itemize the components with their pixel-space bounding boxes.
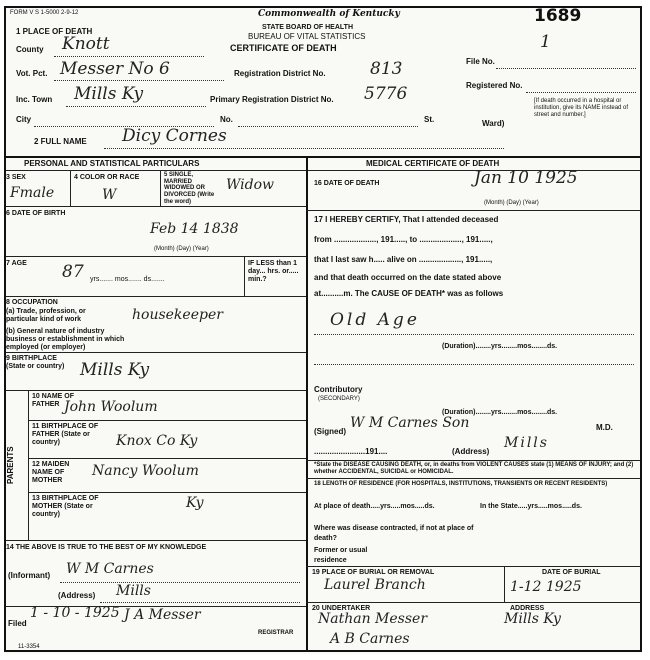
registered-no-label: Registered No. bbox=[466, 81, 523, 90]
burial-value: Laurel Branch bbox=[324, 577, 426, 593]
signed-date: .......................191.... bbox=[314, 447, 388, 456]
father-name-value: John Woolum bbox=[64, 399, 158, 415]
registrar-label: REGISTRAR bbox=[258, 630, 294, 636]
informant-address-label: (Address) bbox=[58, 591, 96, 600]
duration-2: (Duration)........yrs........mos........ds. bbox=[442, 409, 558, 416]
file-no-value: 1 bbox=[540, 32, 551, 52]
occupation-label: 8 OCCUPATION bbox=[6, 299, 58, 306]
informant-address-value: Mills bbox=[116, 583, 151, 599]
vot-pct-label: Vot. Pct. bbox=[16, 69, 48, 78]
county-label: County bbox=[16, 45, 44, 54]
alive-line: that I last saw h..... alive on ..................., 191....., bbox=[314, 255, 493, 264]
registration-district-label: Registration District No. bbox=[234, 69, 326, 78]
dob-label: 6 DATE OF BIRTH bbox=[6, 210, 66, 217]
burial-label: 19 PLACE OF BURIAL OR REMOVAL bbox=[312, 569, 435, 576]
full-name-value: Dicy Cornes bbox=[122, 126, 227, 146]
dod-label: 16 DATE OF DEATH bbox=[314, 180, 380, 187]
if-less-label: IF LESS than 1 day... hrs. or..... min.? bbox=[248, 260, 299, 284]
sex-label: 3 SEX bbox=[6, 174, 26, 181]
cause-value: Old Age bbox=[330, 310, 420, 330]
age-value: 87 bbox=[62, 262, 84, 282]
birthplace-label: 9 BIRTHPLACE (State or country) bbox=[6, 355, 65, 371]
county-value: Knott bbox=[62, 34, 110, 54]
ward-label: Ward) bbox=[482, 119, 505, 128]
filed-label: Filed bbox=[8, 619, 27, 628]
color-value: W bbox=[102, 187, 117, 203]
at-place: At place of death.....yrs.....mos.....ds. bbox=[314, 503, 435, 510]
dob-sub: (Month) (Day) (Year) bbox=[154, 246, 209, 252]
contributory-label: Contributory bbox=[314, 385, 363, 394]
board: STATE BOARD OF HEALTH bbox=[262, 24, 353, 31]
no-label: No. bbox=[220, 115, 233, 124]
occurred-line: and that death occurred on the date stated above bbox=[314, 273, 502, 282]
marital-value: Widow bbox=[226, 177, 274, 193]
full-name-label: 2 FULL NAME bbox=[34, 137, 87, 146]
mother-birthplace-value: Ky bbox=[186, 495, 204, 511]
father-birthplace-label: 11 BIRTHPLACE OF FATHER (State or country) bbox=[32, 423, 99, 447]
from-line: from ..................., 191....., to ..................., 191....., bbox=[314, 235, 493, 244]
registrar-name: J A Messer bbox=[124, 607, 201, 623]
personal-heading: PERSONAL AND STATISTICAL PARTICULARS bbox=[24, 159, 200, 168]
file-stamp: 1689 bbox=[534, 6, 582, 26]
commonwealth: Commonwealth of Kentucky bbox=[258, 9, 400, 19]
primary-district-value: 5776 bbox=[364, 84, 408, 104]
cause-line: at..........m. The CAUSE OF DEATH* was as follows bbox=[314, 289, 504, 298]
medical-heading: MEDICAL CERTIFICATE OF DEATH bbox=[366, 159, 500, 168]
city-label: City bbox=[16, 115, 32, 124]
date-burial-label: DATE OF BURIAL bbox=[542, 569, 601, 576]
informant-label: (Informant) bbox=[8, 571, 51, 580]
mother-name-label: 12 MAIDEN NAME OF MOTHER bbox=[32, 461, 70, 485]
hospital-note: [If death occurred in a hospital or institution, give its NAME instead of street and number.] bbox=[534, 98, 629, 118]
document-title: CERTIFICATE OF DEATH bbox=[230, 43, 337, 53]
death-certificate bbox=[4, 6, 642, 654]
residence-label: 18 LENGTH OF RESIDENCE (FOR HOSPITALS, INSTITUTIONS, TRANSIENTS OR RECENT RESIDENTS) bbox=[314, 481, 608, 487]
dod-value: Jan 10 1925 bbox=[474, 168, 578, 188]
date-burial-value: 1-12 1925 bbox=[510, 579, 582, 595]
parents-label: PARENTS bbox=[6, 446, 15, 484]
color-label: 4 COLOR OR RACE bbox=[74, 174, 140, 181]
vot-pct-value: Messer No 6 bbox=[60, 59, 170, 79]
filed-value: 1 - 10 - 1925 bbox=[30, 605, 120, 621]
signed-label: (Signed) bbox=[314, 427, 346, 436]
inc-town-value: Mills Ky bbox=[74, 84, 144, 104]
mother-name-value: Nancy Woolum bbox=[92, 463, 199, 479]
in-state: In the State.....yrs.....mos.....ds. bbox=[480, 503, 582, 510]
birthplace-value: Mills Ky bbox=[80, 360, 150, 380]
undertaker-value: Nathan Messer bbox=[318, 611, 428, 627]
dod-sub: (Month) (Day) (Year) bbox=[484, 200, 539, 206]
signed-value: W M Carnes Son bbox=[350, 415, 470, 431]
bureau: BUREAU OF VITAL STATISTICS bbox=[248, 32, 366, 41]
undertaker-label: 20 UNDERTAKER bbox=[312, 605, 371, 612]
father-birthplace-value: Knox Co Ky bbox=[116, 433, 198, 449]
inc-town-label: Inc. Town bbox=[16, 95, 53, 104]
true-statement: 14 THE ABOVE IS TRUE TO THE BEST OF MY KNOWLEDGE bbox=[6, 544, 207, 551]
medical-address-label: (Address) bbox=[452, 447, 490, 456]
medical-address-value: Mills bbox=[504, 435, 549, 451]
age-units: yrs....... mos....... ds....... bbox=[90, 276, 165, 283]
marital-label: 5 SINGLE, MARRIED WIDOWED OR DIVORCED (Write the word) bbox=[164, 172, 215, 205]
undertaker-address-value: Mills Ky bbox=[504, 611, 561, 627]
age-label: 7 AGE bbox=[6, 260, 27, 267]
certify-text: 17 I HEREBY CERTIFY, That I attended deceased bbox=[314, 215, 499, 224]
duration-1: (Duration)........yrs........mos........ds. bbox=[442, 343, 558, 350]
father-name-label: 10 NAME OF FATHER bbox=[32, 393, 75, 409]
occupation-value: housekeeper bbox=[132, 307, 223, 323]
file-no-label: File No. bbox=[466, 57, 495, 66]
state-note: *State the DISEASE CAUSING DEATH, or, in deaths from VIOLENT CAUSES state (1) MEANS OF INJURY; and (2) whether ACCIDENTAL, SUICIDAL or HOMICIDAL. bbox=[314, 462, 634, 476]
registration-district-value: 813 bbox=[370, 59, 403, 79]
mother-birthplace-label: 13 BIRTHPLACE OF MOTHER (State or country) bbox=[32, 495, 99, 519]
dob-value: Feb 14 1838 bbox=[150, 221, 239, 237]
form-code: FORM V S 1-5000 2-9-12 bbox=[10, 10, 79, 16]
undertaker-address-label: ADDRESS bbox=[510, 605, 545, 612]
former-label: Former or usual residence bbox=[314, 547, 368, 564]
contracted-label: Where was disease contracted, if not at place of death? bbox=[314, 525, 474, 542]
sex-value: Fmale bbox=[10, 185, 55, 201]
primary-district-label: Primary Registration District No. bbox=[210, 95, 334, 104]
undertaker-signature: A B Carnes bbox=[330, 631, 410, 647]
md-label: M.D. bbox=[596, 423, 613, 432]
occupation-a-label: (a) Trade, profession, or particular kind of work bbox=[6, 308, 86, 324]
footer-code: 11-3354 bbox=[18, 644, 40, 650]
secondary-label: (SECONDARY) bbox=[318, 396, 360, 402]
occupation-b-label: (b) General nature of industry business or establishment in which employed (or employer) bbox=[6, 328, 125, 352]
place-of-death-label: 1 PLACE OF DEATH bbox=[16, 27, 93, 36]
st-label: St. bbox=[424, 115, 435, 124]
informant-value: W M Carnes bbox=[66, 561, 154, 577]
